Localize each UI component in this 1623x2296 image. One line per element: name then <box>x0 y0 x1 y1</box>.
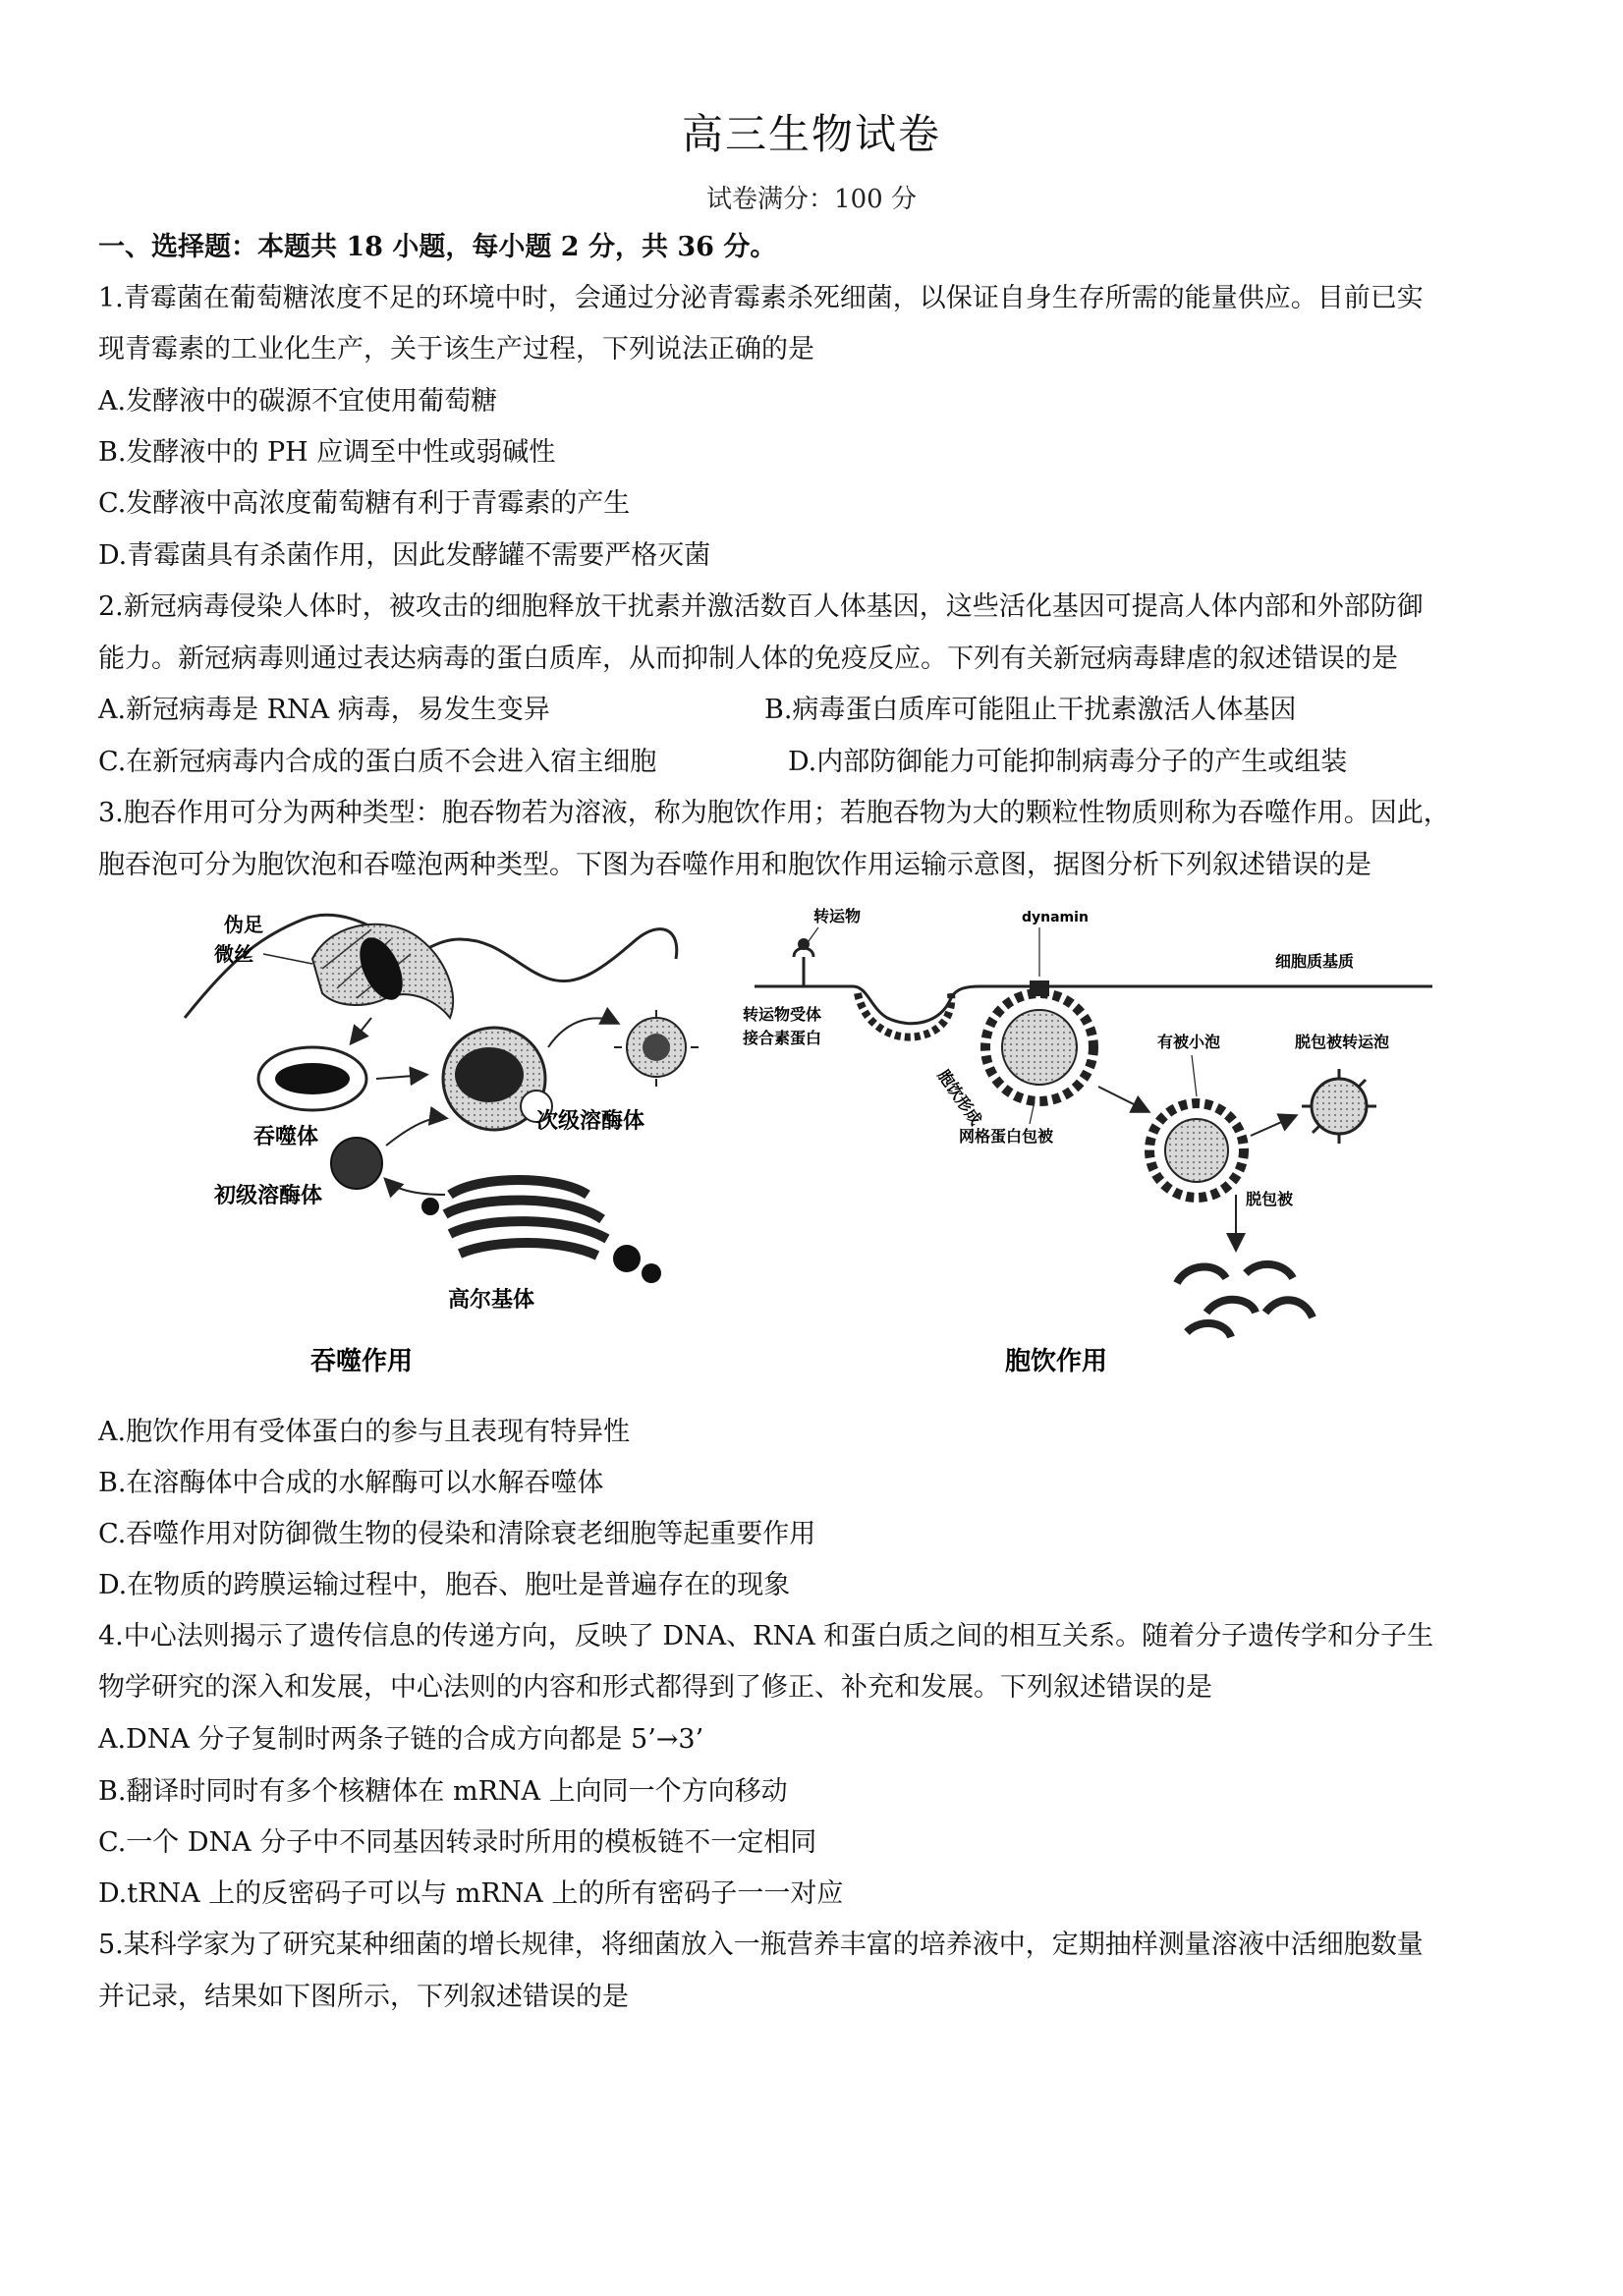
page-title: 高三生物试卷 <box>681 110 941 158</box>
caption-phagocytosis: 吞噬作用 <box>310 1347 414 1376</box>
q2-option-d: D.内部防御能力可能抑制病毒分子的产生或组装 <box>788 747 1348 777</box>
label-pit-formation: 胞饮形成 <box>933 1066 986 1129</box>
q3-option-c: C.吞噬作用对防御微生物的侵染和清除衰老细胞等起重要作用 <box>98 1519 816 1549</box>
q3-option-a: A.胞饮作用有受体蛋白的参与且表现有特异性 <box>98 1417 631 1447</box>
q4-option-a: A.DNA 分子复制时两条子链的合成方向都是 5’→3’ <box>98 1724 704 1755</box>
q3-stem-line-2: 胞吞泡可分为胞饮泡和吞噬泡两种类型。下图为吞噬作用和胞饮作用运输示意图，据图分析下列叙述错误的是 <box>98 850 1371 880</box>
label-coated-vesicle: 有被小泡 <box>1157 1033 1221 1051</box>
label-golgi: 高尔基体 <box>448 1288 535 1313</box>
q3-option-d: D.在物质的跨膜运输过程中，胞吞、胞吐是普遍存在的现象 <box>98 1570 791 1600</box>
phagocytosis-panel <box>185 913 699 1376</box>
label-uncoating: 脱包被 <box>1246 1190 1294 1208</box>
label-microfilament: 微丝 <box>214 942 253 966</box>
endocytosis-figure <box>165 900 1432 1391</box>
q4-option-c: C.一个 DNA 分子中不同基因转录时所用的模板链不一定相同 <box>98 1827 817 1858</box>
q4-option-b: B.翻译时同时有多个核糖体在 mRNA 上向同一个方向移动 <box>98 1776 788 1807</box>
q2-stem-line-2: 能力。新冠病毒则通过表达病毒的蛋白质库，从而抑制人体的免疫反应。下列有关新冠病毒肆虐的叙述错误的是 <box>98 644 1398 674</box>
q2-stem-line-1: 2.新冠病毒侵染人体时，被攻击的细胞释放干扰素并激活数百人体基因，这些活化基因可提高人体内部和外部防御 <box>98 591 1424 622</box>
q3-stem-line-1: 3.胞吞作用可分为两种类型：胞吞物若为溶液，称为胞饮作用；若胞吞物为大的颗粒性物质则称为吞噬作用。因此， <box>98 798 1450 828</box>
label-uncoated-vesicle: 脱包被转运泡 <box>1295 1033 1390 1051</box>
label-pseudopod: 伪足 <box>224 913 263 936</box>
label-dynamin: dynamin <box>1022 910 1089 925</box>
q1-option-d: D.青霉菌具有杀菌作用，因此发酵罐不需要严格灭菌 <box>98 540 711 571</box>
plasma-membrane <box>755 986 1432 1024</box>
q2-option-a: A.新冠病毒是 RNA 病毒，易发生变异 <box>98 695 550 725</box>
label-clathrin: 网格蛋白包被 <box>959 1127 1054 1146</box>
q5-stem-line-1: 5.某科学家为了研究某种细菌的增长规律，将细菌放入一瓶营养丰富的培养液中，定期抽样测量溶液中活细胞数量 <box>98 1930 1424 1960</box>
section-heading: 一、选择题：本题共 18 小题，每小题 2 分，共 36 分。 <box>98 232 777 262</box>
q1-stem-line-1: 1.青霉菌在葡萄糖浓度不足的环境中时，会通过分泌青霉素杀死细菌，以保证自身生存所需的能量供应。目前已实 <box>98 283 1424 313</box>
label-receptor: 转运物受体 <box>743 1005 822 1024</box>
label-primary-lysosome: 初级溶酶体 <box>214 1184 323 1208</box>
q1-option-c: C.发酵液中高浓度葡萄糖有利于青霉素的产生 <box>98 488 631 519</box>
cargo-molecule <box>798 938 810 950</box>
label-cytoplasm: 细胞质基质 <box>1275 952 1355 971</box>
label-adaptin: 接合素蛋白 <box>743 1029 822 1047</box>
q2-option-c: C.在新冠病毒内合成的蛋白质不会进入宿主细胞 <box>98 747 657 777</box>
endocytosis-diagram <box>165 900 1432 1391</box>
primary-lysosome <box>331 1138 382 1189</box>
label-phagosome: 吞噬体 <box>253 1125 319 1149</box>
uncoated-vesicle <box>1312 1079 1367 1134</box>
q4-option-d: D.tRNA 上的反密码子可以与 mRNA 上的所有密码子一一对应 <box>98 1878 844 1909</box>
caption-pinocytosis: 胞饮作用 <box>1005 1347 1108 1376</box>
full-score-note: 试卷满分：100 分 <box>706 185 917 214</box>
q4-stem-line-1: 4.中心法则揭示了遗传信息的传递方向，反映了 DNA、RNA 和蛋白质之间的相互关系。随着分子遗传学和分子生 <box>98 1621 1434 1652</box>
q5-stem-line-2: 并记录，结果如下图所示，下列叙述错误的是 <box>98 1982 629 2012</box>
label-secondary-lysosome: 次级溶酶体 <box>536 1109 645 1134</box>
q1-stem-line-2: 现青霉素的工业化生产，关于该生产过程，下列说法正确的是 <box>98 334 814 364</box>
coat-fragments <box>1177 1264 1313 1337</box>
q3-option-b: B.在溶酶体中合成的水解酶可以水解吞噬体 <box>98 1468 604 1498</box>
q4-stem-line-2: 物学研究的深入和发展，中心法则的内容和形式都得到了修正、补充和发展。下列叙述错误的是 <box>98 1672 1212 1703</box>
q1-option-b: B.发酵液中的 PH 应调至中性或弱碱性 <box>98 437 556 468</box>
q1-option-a: A.发酵液中的碳源不宜使用葡萄糖 <box>98 386 498 417</box>
golgi-apparatus <box>450 1180 588 1195</box>
q2-option-b: B.病毒蛋白质库可能阻止干扰素激活人体基因 <box>764 695 1297 725</box>
pinocytosis-panel <box>742 907 1432 1376</box>
label-cargo: 转运物 <box>813 907 862 925</box>
